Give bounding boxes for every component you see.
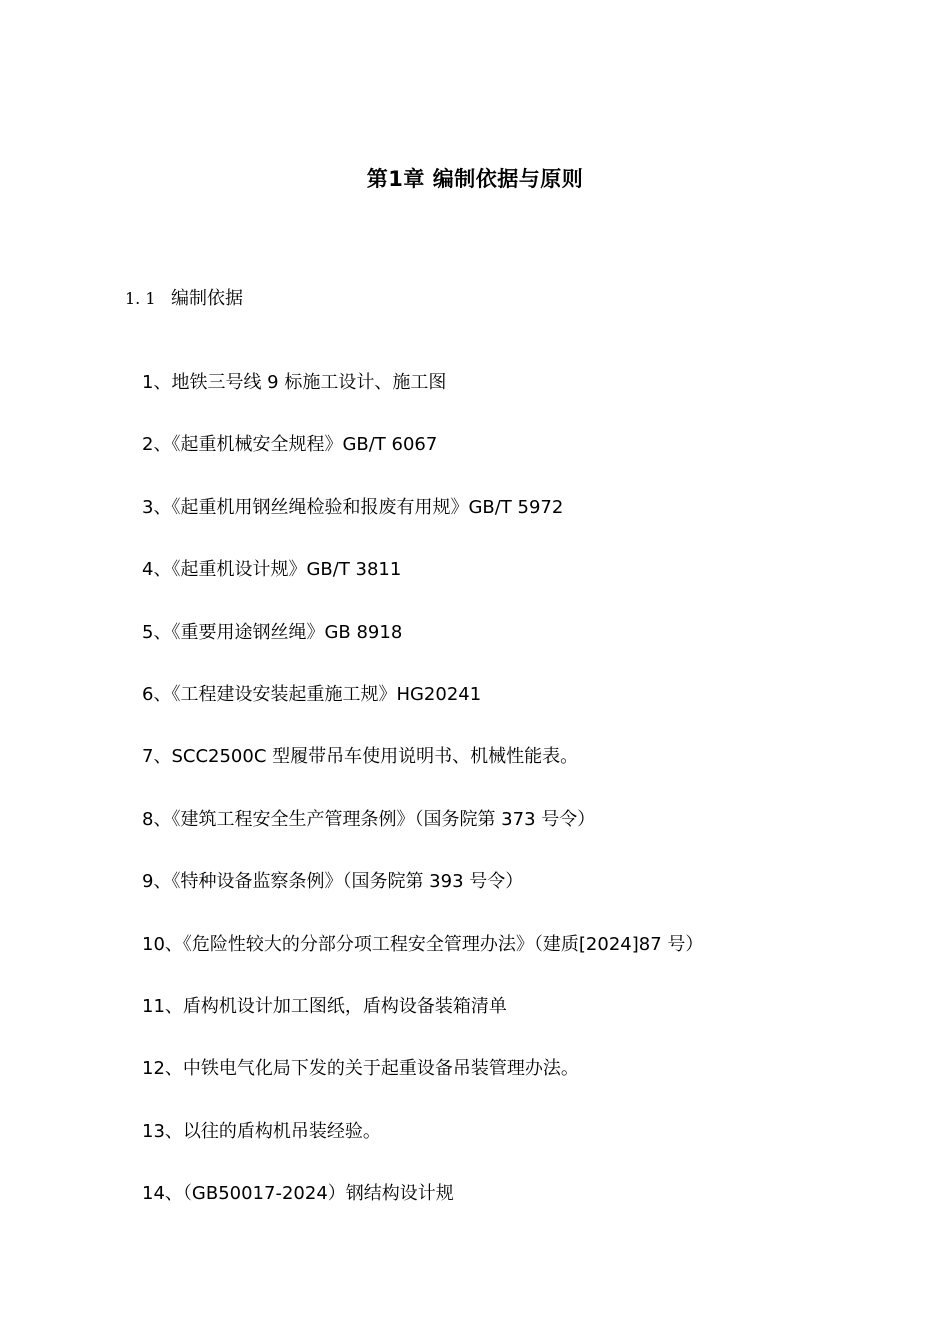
basis-item-10: 10、《危险性较大的分部分项工程安全管理办法》（建质[2024]87 号） — [142, 933, 704, 955]
section-number: 1. 1 — [125, 289, 156, 308]
basis-item-11: 11、盾构机设计加工图纸，盾构设备装箱清单 — [142, 995, 507, 1017]
basis-item-8: 8、《建筑工程安全生产管理条例》（国务院第 373 号令） — [142, 808, 596, 830]
basis-item-13: 13、以往的盾构机吊装经验。 — [142, 1120, 381, 1142]
section-label: 编制依据 — [171, 288, 243, 309]
basis-item-2: 2、《起重机械安全规程》GB/T 6067 — [142, 434, 438, 456]
section-heading — [125, 284, 243, 310]
basis-item-14: 14、（GB50017-2024）钢结构设计规 — [142, 1183, 454, 1205]
basis-item-7: 7、SCC2500C 型履带吊车使用说明书、机械性能表。 — [142, 746, 579, 768]
chapter-title: 第1章 编制依据与原则 — [366, 167, 584, 191]
basis-item-12: 12、中铁电气化局下发的关于起重设备吊装管理办法。 — [142, 1058, 579, 1080]
basis-item-1: 1、地铁三号线 9 标施工设计、施工图 — [142, 372, 447, 393]
basis-item-4: 4、《起重机设计规》GB/T 3811 — [142, 559, 402, 581]
basis-item-9: 9、《特种设备监察条例》（国务院第 393 号令） — [142, 871, 524, 893]
basis-item-5: 5、《重要用途钢丝绳》GB 8918 — [142, 621, 403, 643]
basis-item-3: 3、《起重机用钢丝绳检验和报废有用规》GB/T 5972 — [142, 496, 564, 518]
basis-list — [142, 366, 902, 1239]
basis-item-6: 6、《工程建设安装起重施工规》HG20241 — [142, 683, 482, 705]
